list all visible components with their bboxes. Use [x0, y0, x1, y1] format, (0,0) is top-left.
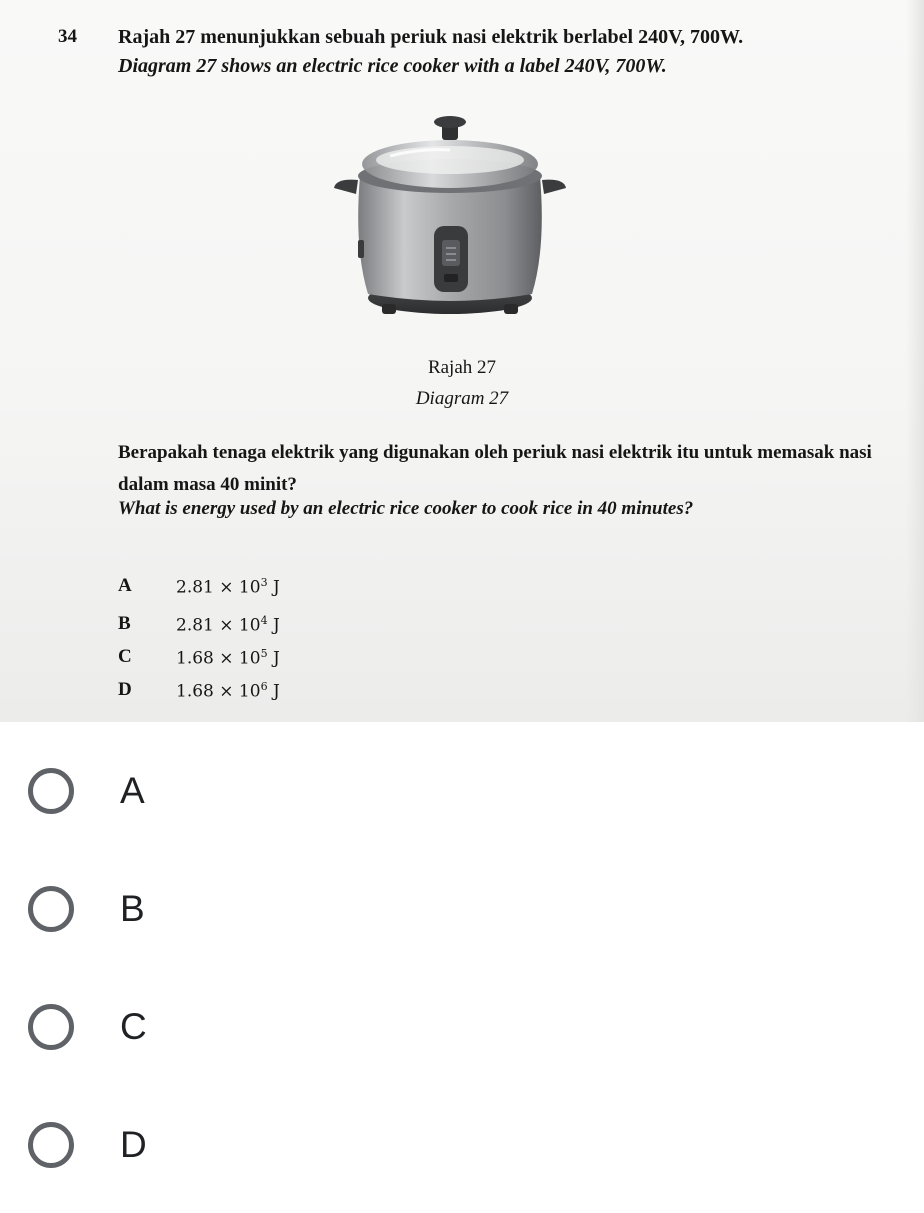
radio-button-icon[interactable] [28, 1004, 74, 1050]
option-value: $1.68 \times 10^5$ J [176, 647, 280, 669]
figure-caption-english: Diagram 27 [415, 388, 509, 409]
choice-c[interactable] [28, 1004, 328, 1064]
option-letter: C [118, 646, 132, 667]
question-number: 34 [58, 26, 77, 47]
choice-b[interactable] [28, 886, 328, 946]
option-value: $2.81 \times 10^3$ J [176, 576, 280, 598]
option-letter: A [118, 575, 132, 596]
option-letter: B [118, 613, 131, 634]
question-text-english: Diagram 27 shows an electric rice cooker with a label 240V, 700W. [118, 55, 667, 77]
option-value: $2.81 \times 10^4$ J [176, 614, 280, 636]
prompt-text-malay: Berapakah tenaga elektrik yang digunakan oleh periuk nasi elektrik itu untuk memasak nasi dalam masa 40 minit? [118, 442, 872, 495]
option-letter: D [118, 679, 132, 700]
choice-label: A [120, 770, 145, 811]
option-value: $1.68 \times 10^6$ J [176, 680, 280, 702]
choice-label: B [120, 888, 145, 929]
choice-d[interactable] [28, 1122, 328, 1182]
radio-button-icon[interactable] [28, 768, 74, 814]
prompt-text-english: What is energy used by an electric rice cooker to cook rice in 40 minutes? [118, 498, 694, 519]
choice-a[interactable] [28, 768, 328, 828]
rice-cooker-illustration [330, 108, 570, 333]
figure-caption-malay: Rajah 27 [427, 357, 497, 378]
radio-button-icon[interactable] [28, 886, 74, 932]
radio-button-icon[interactable] [28, 1122, 74, 1168]
question-text-malay: Rajah 27 menunjukkan sebuah periuk nasi elektrik berlabel 240V, 700W. [118, 26, 744, 48]
choice-label: D [120, 1124, 147, 1165]
choice-label: C [120, 1006, 147, 1047]
